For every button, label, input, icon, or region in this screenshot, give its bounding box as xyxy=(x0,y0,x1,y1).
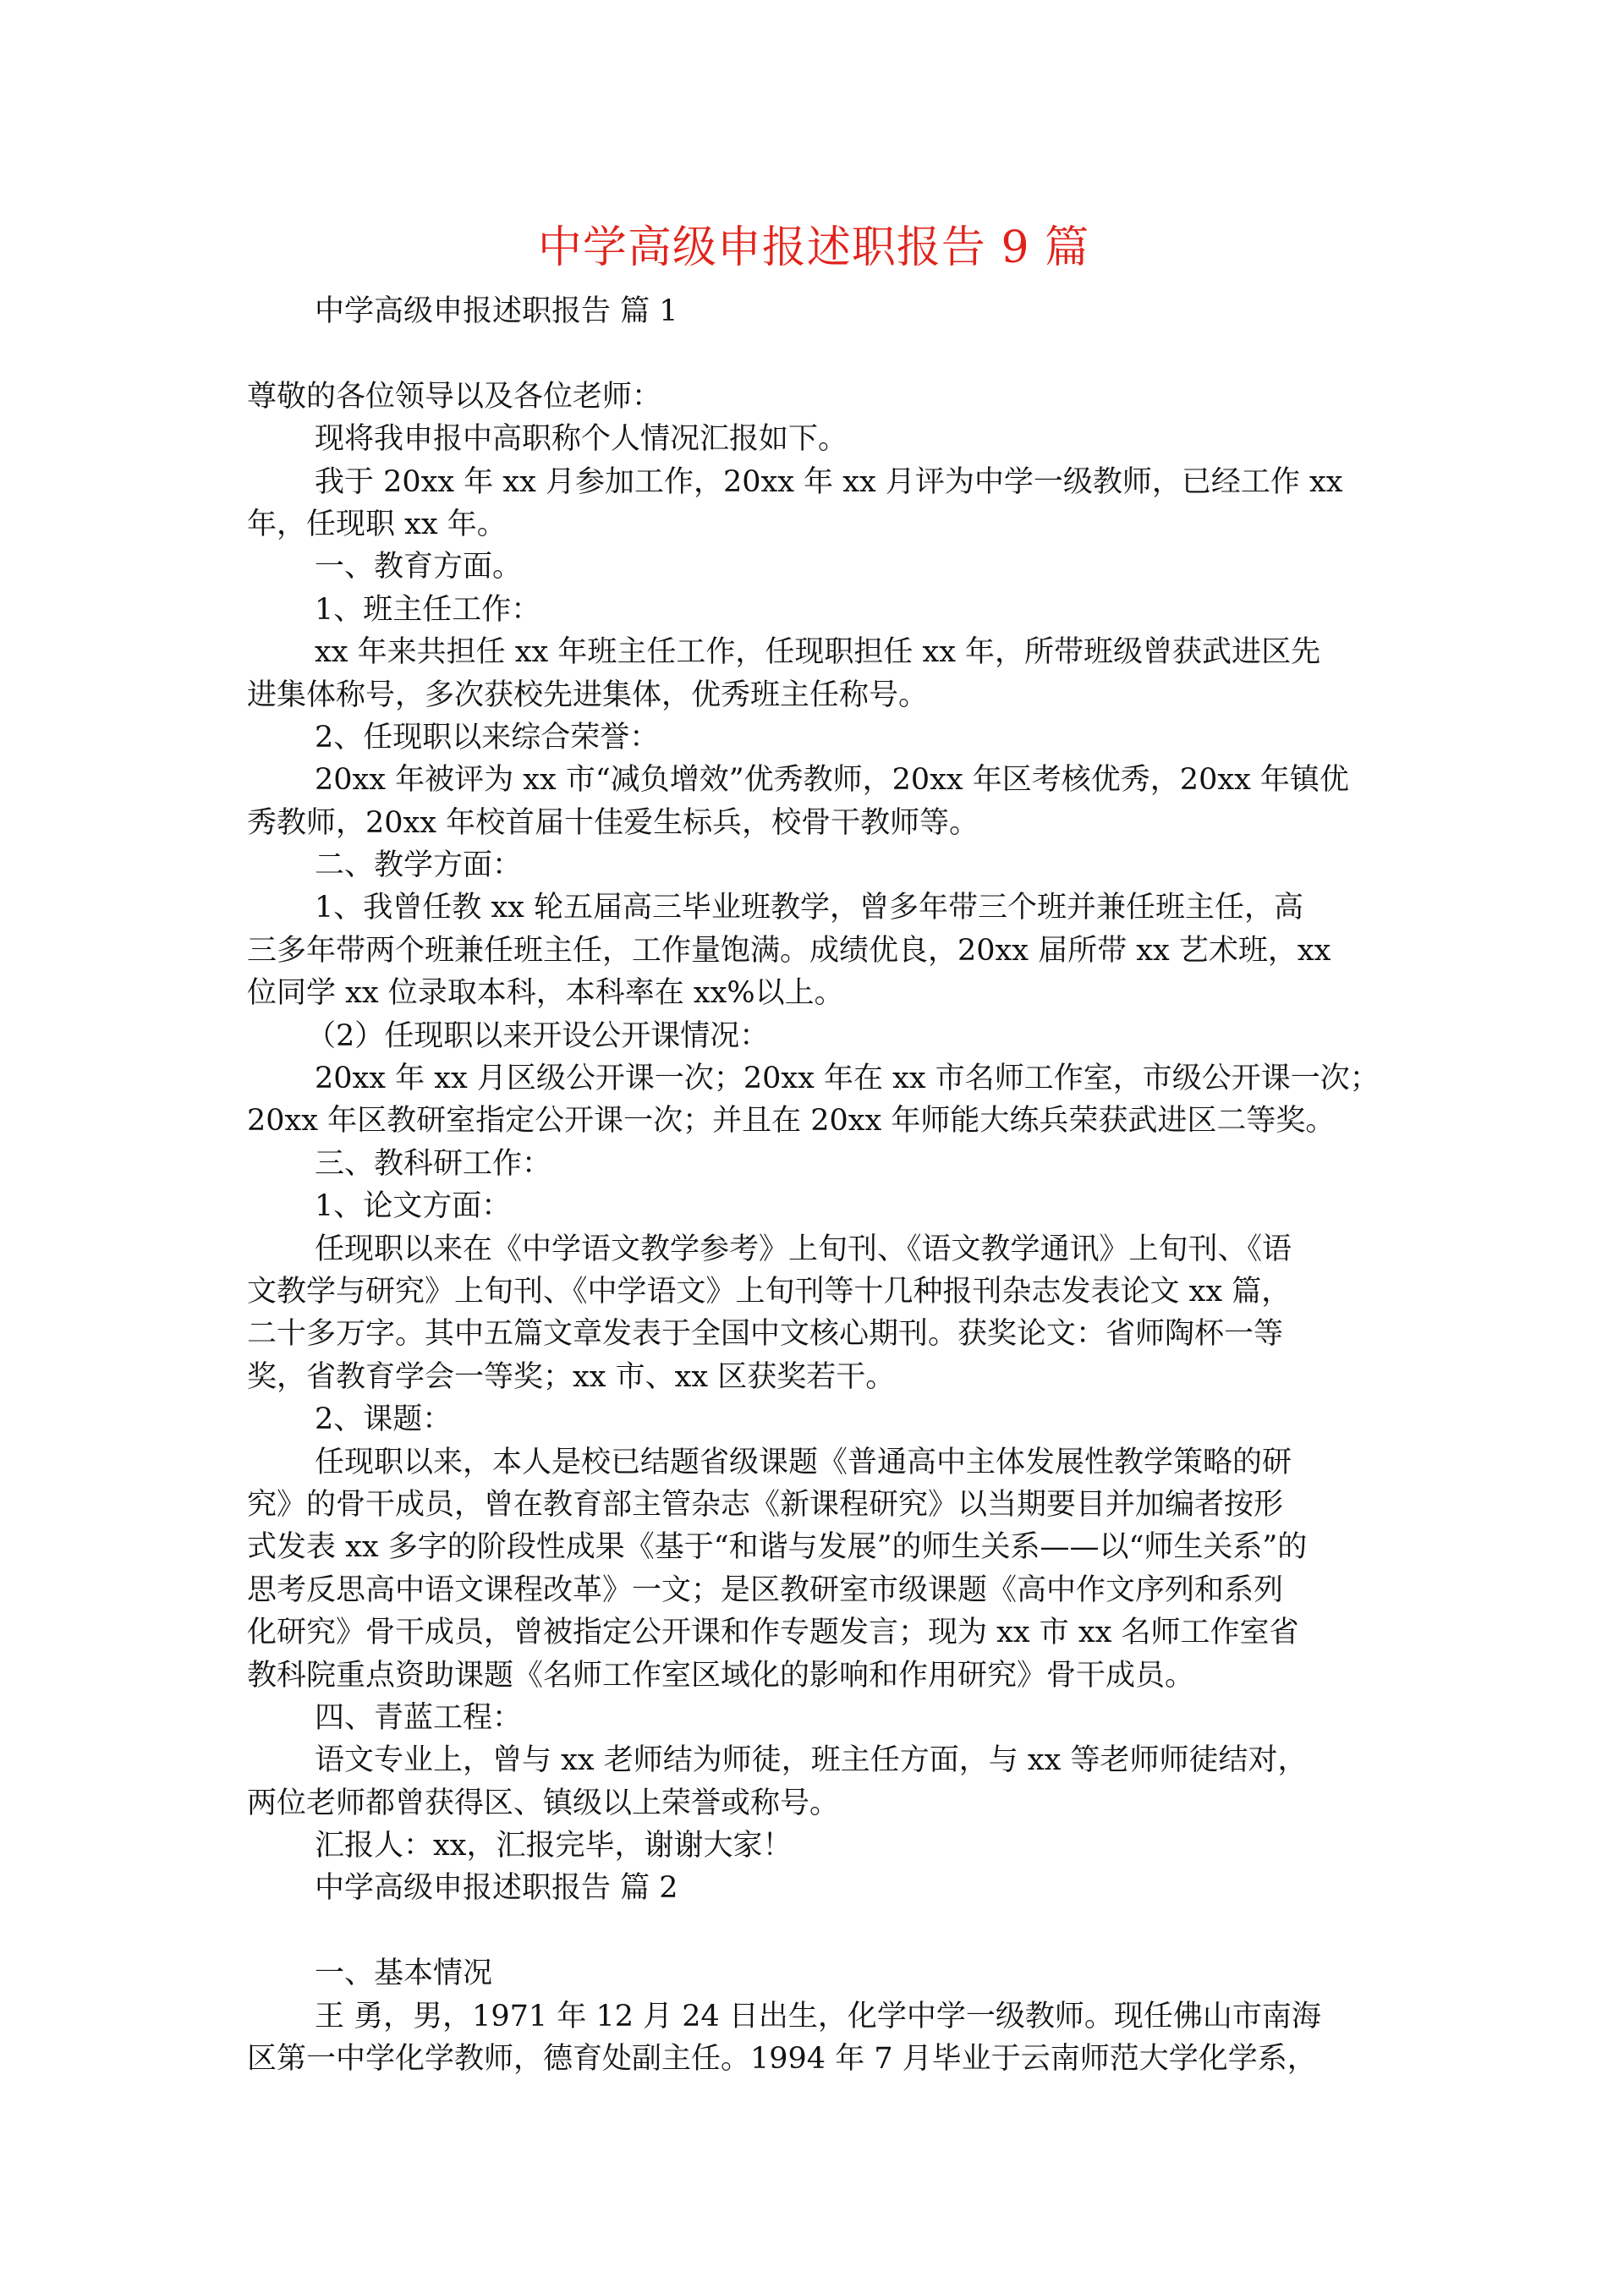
paragraph-line: 究》的骨干成员，曾在教育部主管杂志《新课程研究》以当期要目并加编者按形 xyxy=(247,1487,1284,1522)
paragraph-line: 化研究》骨干成员，曾被指定公开课和作专题发言；现为 xx 市 xx 名师工作室省 xyxy=(247,1616,1299,1650)
paragraph-line: 1、论文方面： xyxy=(315,1189,512,1224)
paragraph-line: 我于 20xx 年 xx 月参加工作，20xx 年 xx 月评为中学一级教师，已经工作 xx xyxy=(315,464,1343,499)
paragraph-line: 20xx 年被评为 xx 市“减负增效”优秀教师，20xx 年区考核优秀，20xx 年镇优 xyxy=(315,763,1349,798)
paragraph-line: 进集体称号，多次获校先进集体，优秀班主任称号。 xyxy=(247,678,929,712)
paragraph-line: 教科院重点资助课题《名师工作室区域化的影响和作用研究》骨干成员。 xyxy=(247,1658,1195,1693)
blank-line xyxy=(247,332,1380,375)
paragraph-line: 文教学与研究》上旬刊、《中学语文》上旬刊等十几种报刊杂志发表论文 xx 篇， xyxy=(247,1274,1292,1309)
paragraph-line: 20xx 年 xx 月区级公开课一次；20xx 年在 xx 市名师工作室，市级公开课一次； xyxy=(315,1062,1380,1096)
paragraph-line: 三、教科研工作： xyxy=(315,1146,552,1181)
document-page xyxy=(247,216,1380,2080)
section-heading-1: 中学高级申报述职报告 篇 1 xyxy=(315,294,678,328)
paragraph-line: 任现职以来，本人是校已结题省级课题《普通高中主体发展性教学策略的研 xyxy=(315,1445,1292,1479)
paragraph-line: （2）任现职以来开设公开课情况： xyxy=(306,1018,770,1053)
paragraph-line: 2、任现职以来综合荣誉： xyxy=(315,720,660,755)
blank-line xyxy=(247,1910,1380,1952)
paragraph-line: 王 勇，男，1971 年 12 月 24 日出生，化学中学一级教师。现任佛山市南海 xyxy=(315,1999,1321,2033)
paragraph-line: 20xx 年区教研室指定公开课一次；并且在 20xx 年师能大练兵荣获武进区二等奖。 xyxy=(247,1104,1336,1139)
paragraph-line: xx 年来共担任 xx 年班主任工作，任现职担任 xx 年，所带班级曾获武进区先 xyxy=(315,635,1321,670)
paragraph-line: 秀教师，20xx 年校首届十佳爱生标兵，校骨干教师等。 xyxy=(247,805,979,840)
paragraph-line: 区第一中学化学教师，德育处副主任。1994 年 7 月毕业于云南师范大学化学系， xyxy=(247,2042,1317,2077)
paragraph-line: 思考反思高中语文课程改革》一文；是区教研室市级课题《高中作文序列和系列 xyxy=(247,1572,1284,1607)
paragraph-line: 一、教育方面。 xyxy=(315,550,523,584)
paragraph-line: 现将我申报中高职称个人情况汇报如下。 xyxy=(315,422,848,457)
paragraph-line: 位同学 xx 位录取本科，本科率在 xx%以上。 xyxy=(247,976,844,1011)
paragraph-line: 2、课题： xyxy=(315,1402,453,1437)
paragraph-line: 一、基本情况 xyxy=(315,1956,493,1991)
document-title: 中学高级申报述职报告 9 篇 xyxy=(537,222,1090,273)
paragraph-line: 1、我曾任教 xx 轮五届高三毕业班教学，曾多年带三个班并兼任班主任，高 xyxy=(315,891,1303,925)
paragraph-line: 语文专业上，曾与 xx 老师结为师徒，班主任方面，与 xx 等老师师徒结对， xyxy=(315,1743,1308,1778)
paragraph-line: 式发表 xx 多字的阶段性成果《基于“和谐与发展”的师生关系——以“师生关系”的 xyxy=(247,1530,1308,1565)
paragraph-line: 二、教学方面： xyxy=(315,848,523,883)
paragraph-line: 三多年带两个班兼任班主任，工作量饱满。成绩优良，20xx 届所带 xx 艺术班，xx xyxy=(247,933,1331,968)
paragraph-line: 尊敬的各位领导以及各位老师： xyxy=(247,379,662,414)
paragraph-line: 汇报人：xx，汇报完毕，谢谢大家！ xyxy=(315,1829,793,1863)
section-heading-2: 中学高级申报述职报告 篇 2 xyxy=(315,1871,678,1906)
paragraph-line: 1、班主任工作： xyxy=(315,592,541,627)
paragraph-line: 二十多万字。其中五篇文章发表于全国中文核心期刊。获奖论文：省师陶杯一等 xyxy=(247,1317,1284,1352)
paragraph-line: 奖，省教育学会一等奖；xx 市、xx 区获奖若干。 xyxy=(247,1359,896,1394)
paragraph-line: 任现职以来在《中学语文教学参考》上旬刊、《语文教学通讯》上旬刊、《语 xyxy=(315,1232,1292,1266)
paragraph-line: 四、青蓝工程： xyxy=(315,1700,523,1735)
paragraph-line: 两位老师都曾获得区、镇级以上荣誉或称号。 xyxy=(247,1786,840,1820)
paragraph-line: 年，任现职 xx 年。 xyxy=(247,507,507,541)
